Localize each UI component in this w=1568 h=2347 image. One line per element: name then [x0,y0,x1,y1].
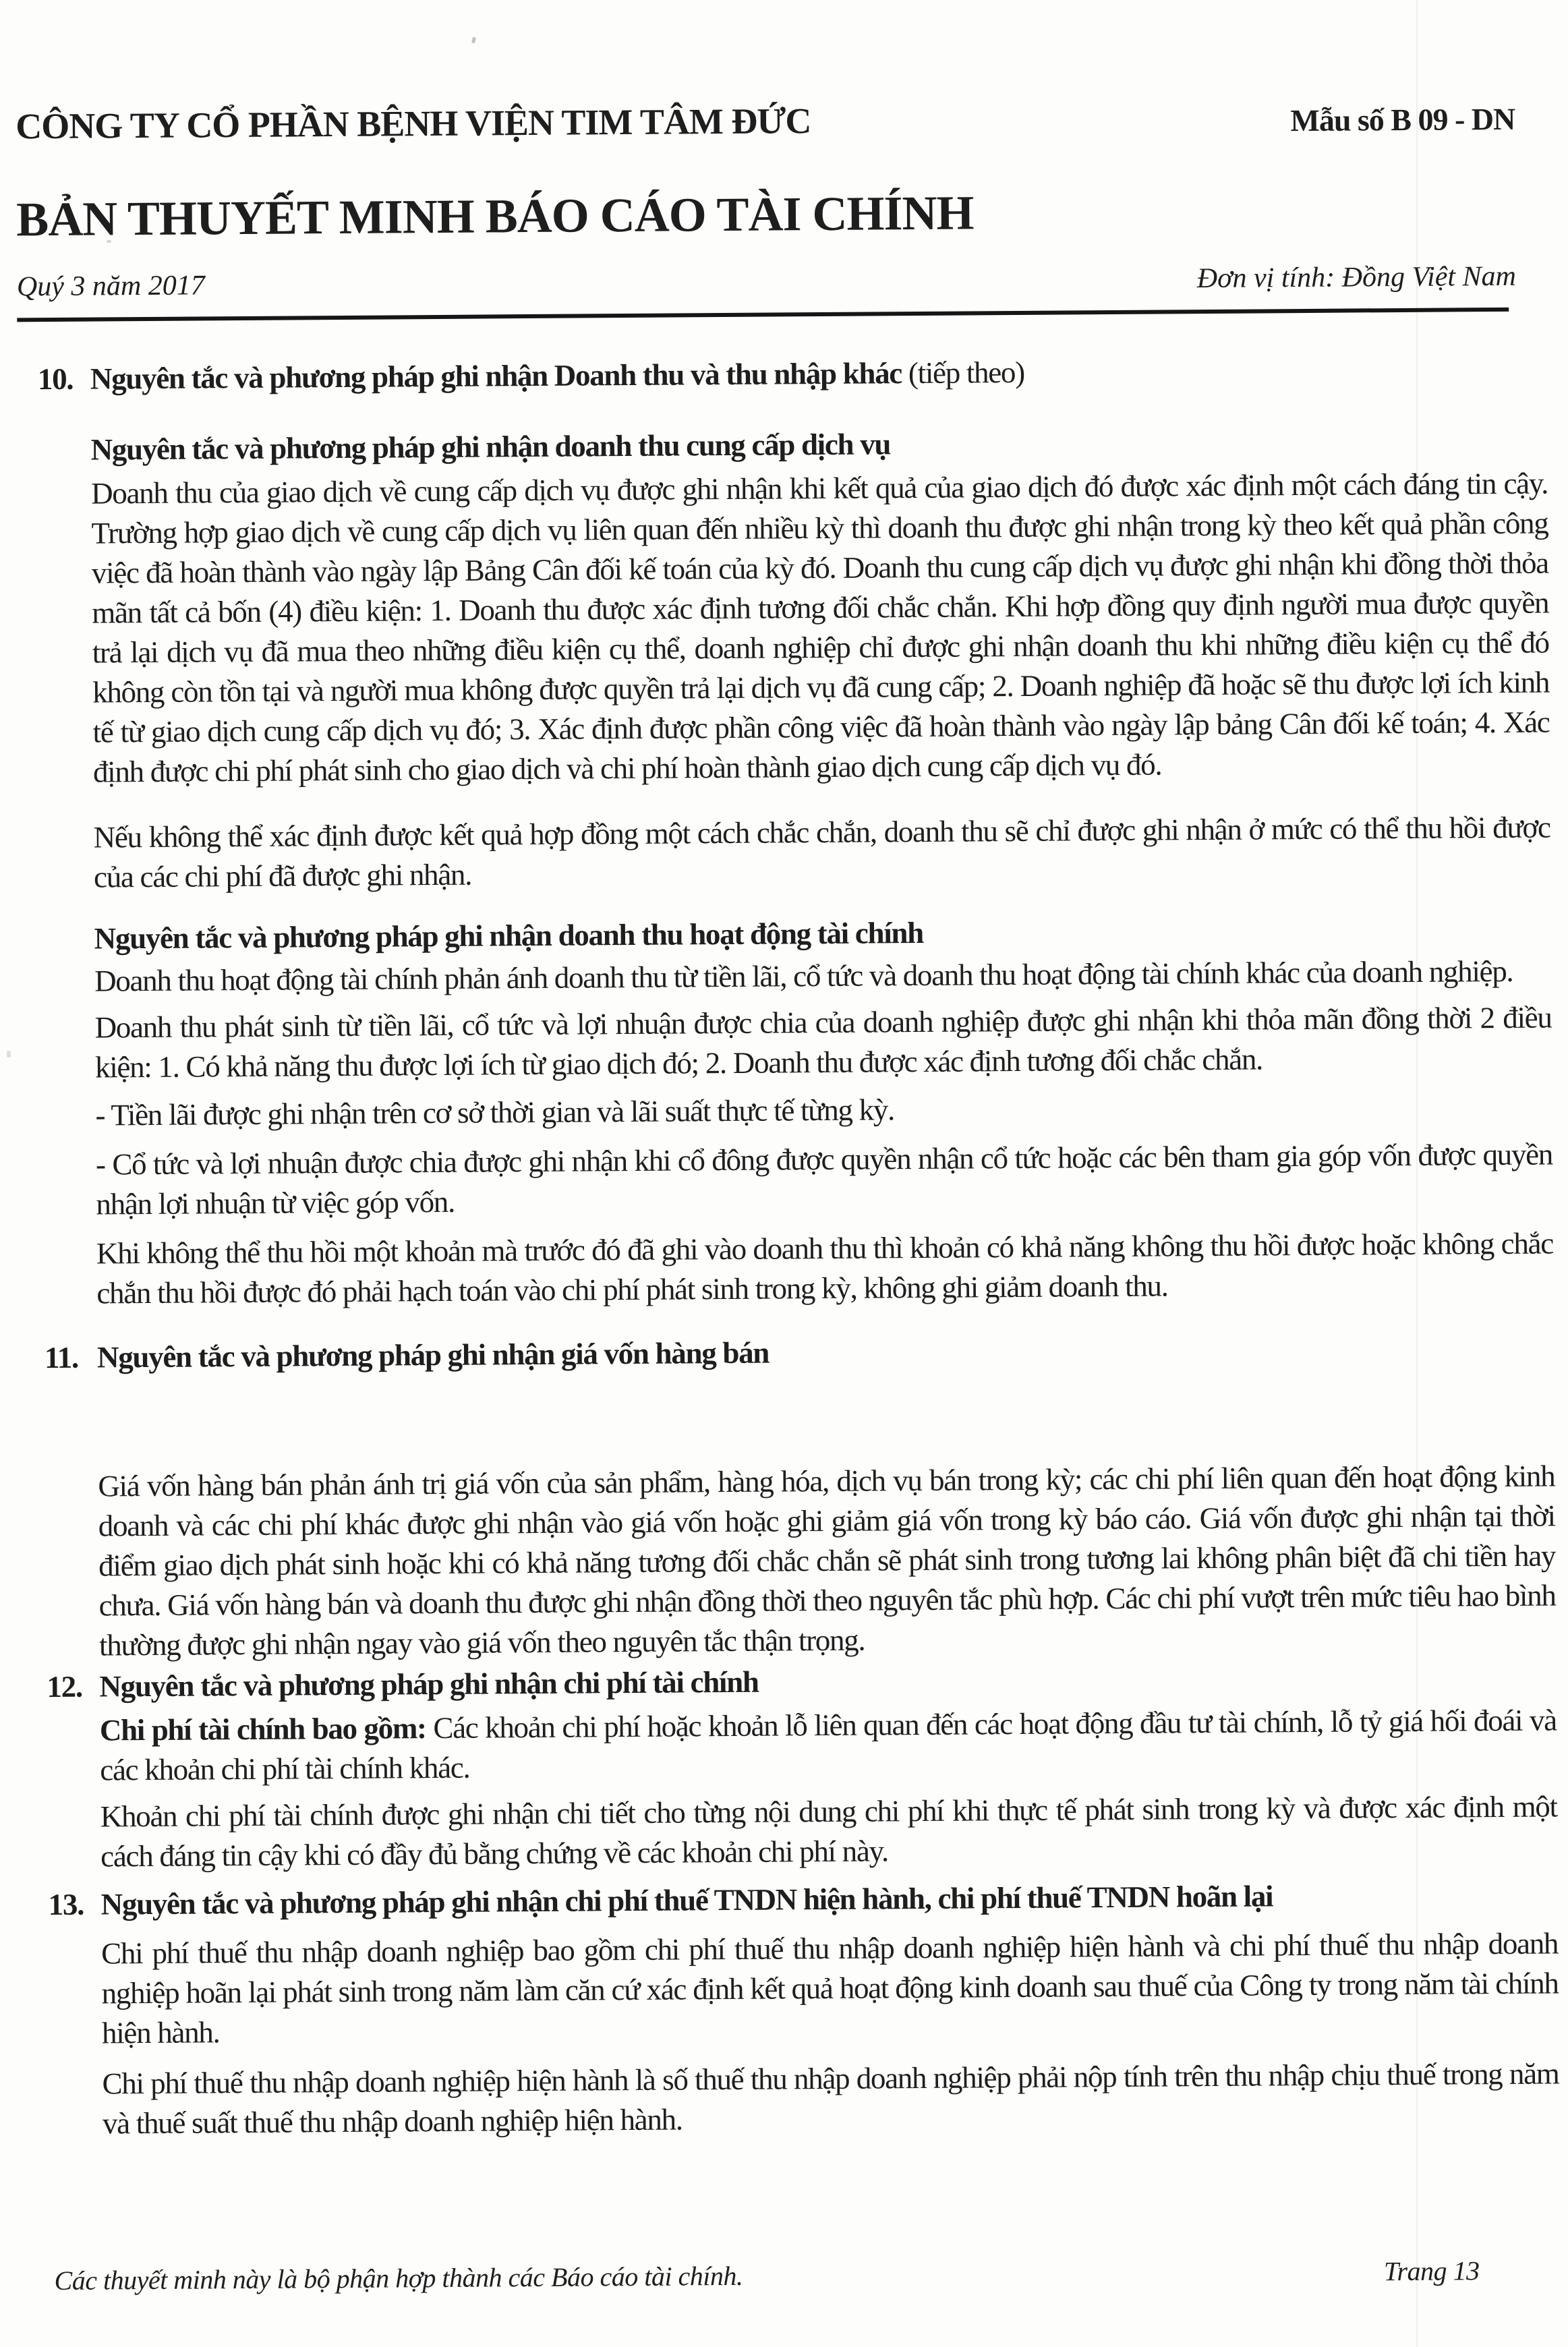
paragraph: Nếu không thể xác định được kết quả hợp đồng một cách chắc chắn, doanh thu sẽ chỉ được ghi nhận ở mức có thể thu hồi được của các chi phí đã được ghi nhận. [93,810,1550,894]
document-header [16,95,1515,148]
list-item-paragraph: - Tiền lãi được ghi nhận trên cơ sở thời gian và lãi suất thực tế từng kỳ. [95,1093,895,1132]
section-13-heading [48,1874,1557,1925]
currency-unit-note: Đơn vị tính: Đồng Việt Nam [1196,260,1517,295]
report-period: Quý 3 năm 2017 [16,270,205,303]
section-12-title: Nguyên tắc và phương pháp ghi nhận chi phí tài chính [99,1664,759,1704]
section-10-title [90,349,1547,399]
section-13-title: Nguyên tắc và phương pháp ghi nhận chi phí thuế TNDN hiện hành, chi phí thuế TNDN hoãn lại [100,1879,1273,1921]
page-title: BẢN THUYẾT MINH BÁO CÁO TÀI CHÍNH [16,185,974,247]
section-10-number: 10. [37,361,74,397]
section-11-title: Nguyên tắc và phương pháp ghi nhận giá vốn hàng bán [96,1335,770,1374]
notes-sections [18,349,1559,2144]
section-10-title-text: Nguyên tắc và phương pháp ghi nhận Doanh thu và thu nhập khác [90,356,902,396]
section-12-number: 12. [47,1669,82,1704]
paragraph: Chi phí thuế thu nhập doanh nghiệp hiện hành là số thuế thu nhập doanh nghiệp phải nộp tính trên thu nhập chịu thuế trong năm và thuế suất thuế thu nhập doanh nghiệp hiện hành. [102,2056,1559,2141]
paragraph: Chi phí thuế thu nhập doanh nghiệp bao gồm chi phí thuế thu nhập doanh nghiệp hiện hành và chi phí thuế thu nhập doanh nghiệp hoãn lại phát sinh trong năm làm căn cứ xác định kết quả hoạt động kinh doanh sau thuế của Công ty trong năm tài chính hiện hành. [101,1926,1559,2050]
paragraph: Giá vốn hàng bán phản ánh trị giá vốn của sản phẩm, hàng hóa, dịch vụ bán trong kỳ; các chi phí liên quan đến hoạt động kinh doanh và các chi phí khác được ghi nhận vào giá vốn hoặc ghi giảm giá vốn trong kỳ báo cáo. Giá vốn được ghi nhận tại thời điểm giao dịch phát sinh hoặc khi có khả năng tương đối chắc chắn sẽ phát sinh trong tương lai không phân biệt đã chi tiền hay chưa. Giá vốn hàng bán và doanh thu được ghi nhận đồng thời theo nguyên tắc phù hợp. Các chi phí vượt trên mức tiêu hao bình thường được ghi nhận ngay vào giá vốn theo nguyên tắc thận trọng. [98,1459,1556,1662]
paragraph: Khi không thể thu hồi một khoản mà trước đó đã ghi vào doanh thu thì khoản có khả năng không thu hồi được hoặc không chắc chắn thu hồi được đó phải hạch toán vào chi phí phát sinh trong kỳ, không ghi giảm doanh thu. [96,1226,1554,1310]
section-11-number: 11. [44,1340,79,1375]
footer-note: Các thuyết minh này là bộ phận hợp thành các Báo cáo tài chính. [54,2260,743,2296]
list-item-paragraph: - Cổ tức và lợi nhuận được chia được ghi nhận khi cổ đông được quyền nhận cổ tức hoặc các bên tham gia góp vốn được quyền nhận lợi nhuận từ việc góp vốn. [95,1137,1553,1221]
paragraph: Doanh thu phát sinh từ tiền lãi, cổ tức và lợi nhuận được chia của doanh nghiệp được ghi nhận khi thỏa mãn đồng thời 2 điều kiện: 1. Có khả năng thu được lợi ích từ giao dịch đó; 2. Doanh thu được xác định tương đối chắc chắn. [94,1000,1552,1084]
paragraph-text: Các khoản chi phí hoặc khoản lỗ liên quan đến các hoạt động đầu tư tài chính, lỗ tỷ giá hối đoái và các khoản chi phí tài chính khác. [100,1703,1557,1787]
company-name: CÔNG TY CỔ PHẦN BỆNH VIỆN TIM TÂM ĐỨC [16,100,811,147]
section-10-heading [38,349,1547,399]
page-number: Trang 13 [1383,2255,1480,2287]
section-13-number: 13. [48,1887,84,1922]
paragraph [100,1700,1557,1790]
page-footer [54,2255,1479,2296]
paragraph: Khoản chi phí tài chính được ghi nhận chi tiết cho từng nội dung chi phí khi thực tế phát sinh trong kỳ và được xác định một cách đáng tin cậy khi có đầy đủ bằng chứng về các khoản chi phí này. [100,1789,1557,1874]
period-row [17,260,1516,303]
form-number: Mẫu số B 09 - DN [1290,101,1515,138]
header-divider [17,308,1509,322]
paragraph: Doanh thu hoạt động tài chính phản ánh doanh thu từ tiền lãi, cổ tức và doanh thu hoạt động tài chính khác của doanh nghiệp. [94,954,1513,998]
section-11-heading [45,1327,1554,1378]
subsection-heading-service-revenue: Nguyên tắc và phương pháp ghi nhận doanh thu cung cấp dịch vụ [90,427,891,467]
subsection-heading-financial-income: Nguyên tắc và phương pháp ghi nhận doanh thu hoạt động tài chính [94,915,924,956]
paragraph-bold-lead: Chi phí tài chính bao gồm: [99,1711,426,1747]
paragraph: Doanh thu của giao dịch về cung cấp dịch vụ được ghi nhận khi kết quả của giao dịch đó được xác định một cách đáng tin cậy. Trường hợp giao dịch về cung cấp dịch vụ liên quan đến nhiều kỳ thì doanh thu được ghi nhận trong kỳ theo kết quả phần công việc đã hoàn thành vào ngày lập Bảng Cân đối kế toán của kỳ đó. Doanh thu cung cấp dịch vụ được ghi nhận khi đồng thời thỏa mãn tất cả bốn (4) điều kiện: 1. Doanh thu được xác định tương đối chắc chắn. Khi hợp đồng quy định người mua được quyền trả lại dịch vụ đã mua theo những điều kiện cụ thể, doanh nghiệp chỉ được ghi nhận doanh thu khi những điều kiện cụ thể đó không còn tồn tại và người mua không được quyền trả lại dịch vụ đã cung cấp; 2. Doanh nghiệp đã hoặc sẽ thu được lợi ích kinh tế từ giao dịch cung cấp dịch vụ đó; 3. Xác định được phần công việc đã hoàn thành vào ngày lập bảng Cân đối kế toán; 4. Xác định được chi phí phát sinh cho giao dịch và chi phí hoàn thành giao dịch cung cấp dịch vụ đó. [90,466,1550,789]
section-10-title-suffix: (tiếp theo) [901,355,1024,390]
